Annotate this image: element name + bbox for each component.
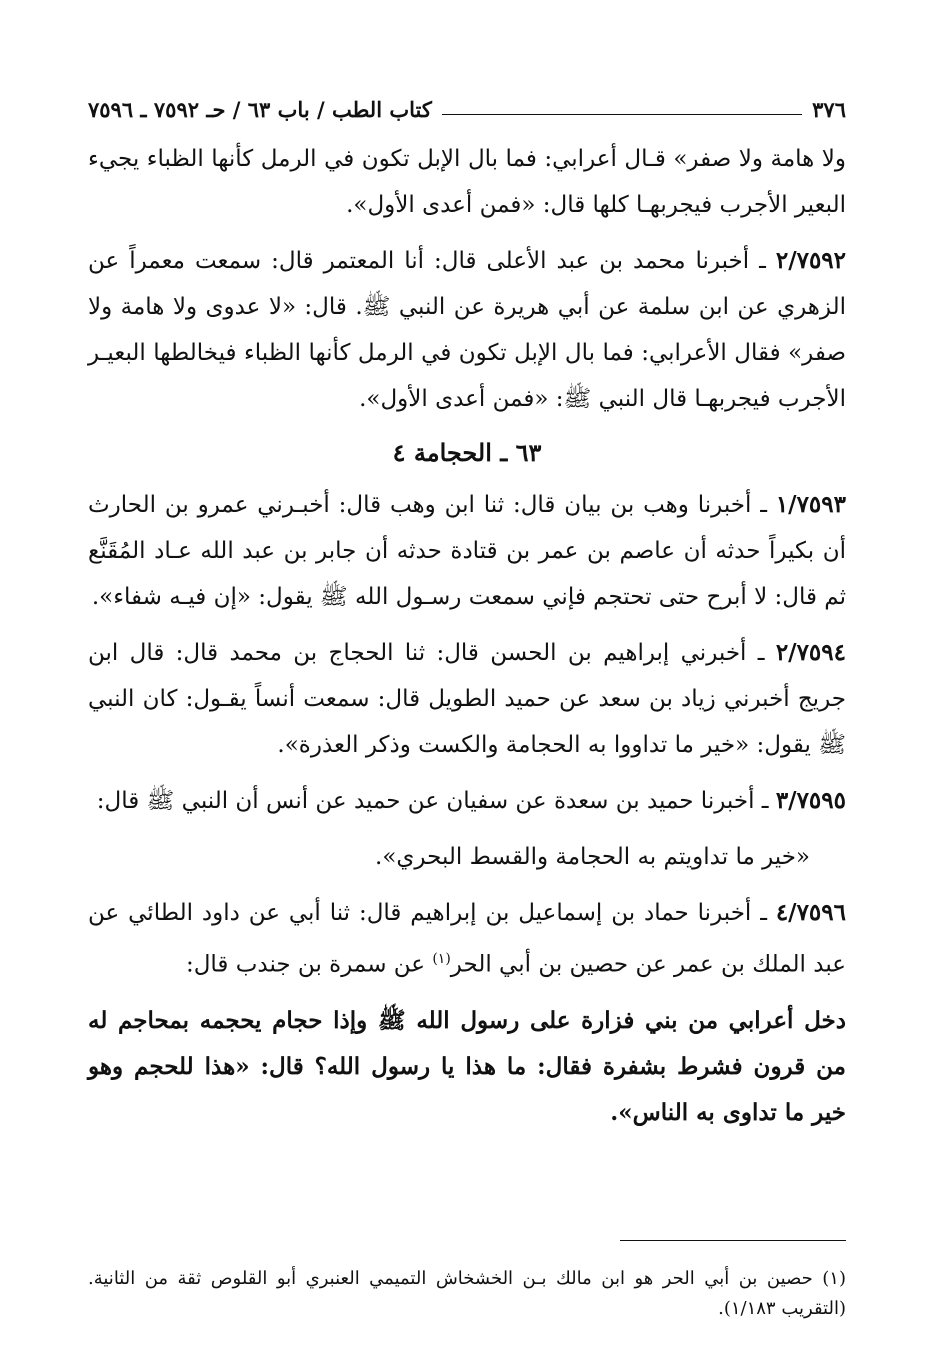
hadith-7595-quote: «خير ما تداويتم به الحجامة والقسط البحري». [375,844,810,870]
header-rule [442,114,802,115]
hadith-text: ـ أخبرني إبراهيم بن الحسن قال: ثنا الحجاج بن محمد قال: قال ابن جريج أخبرني زياد بن سعد عن حميد الطويل قال: سمعت أنساً يقـول: كان النبي ﷺ يقول: «خير ما تداووا به الحجامة والكست وذكر العذرة». [88,640,846,758]
hadith-number: ١/٧٥٩٣ [775,491,846,518]
footnote-divider [620,1240,846,1241]
running-title: كتاب الطب / باب ٦٣ / حـ ٧٥٩٢ ـ ٧٥٩٦ [88,97,432,122]
hadith-7593 [88,482,846,620]
hadith-text: ـ أخبرنا وهب بن بيان قال: ثنا ابن وهب قال: أخبـرني عمرو بن الحارث أن بكيراً حدثه أن عاصم بن عمر بن قتادة حدثه أن جابر بن عبد الله عـاد المُقَنَّع ثم قال: لا أبرح حتى تحتجم فإني سمعت رسـول الله ﷺ يقول: «إن فيـه شفاء». [88,492,846,610]
hadith-7595 [88,778,846,824]
chapter-heading: ٦٣ ـ الحجامة ٤ [392,438,542,467]
page-number: ٣٧٦ [812,97,846,122]
hadith-text: ـ أخبرنا حماد بن إسماعيل بن إبراهيم قال: ثنا أبي عن داود الطائي عن عبد الملك بن عمر عن حصين بن أبي الحر [88,900,846,978]
hadith-number: ٣/٧٥٩٥ [775,787,846,814]
hadith-7594 [88,630,846,768]
footnote: (١) حصين بن أبي الحر هو ابن مالك بـن الخشخاش التميمي العنبري أبو القلوص ثقة من الثانية. (التقريب ١/١٨٣). [88,1268,846,1319]
hadith-7596-matn: دخل أعرابي من بني فزارة على رسول الله ﷺ وإذا حجام يحجمه بمحاجم له من قرون فشرط بشفرة فقال: ما هذا يا رسول الله؟ قال: «هذا للحجم وهو خير ما تداوى به الناس». [88,1006,846,1126]
footnote-ref[interactable]: (١) [432,951,451,967]
page-header [88,88,846,122]
hadith-7592 [88,238,846,422]
hadith-text-end: عن سمرة بن جندب قال: [185,951,433,978]
hadith-number: ٢/٧٥٩٢ [775,247,847,274]
paragraph-continuation: ولا هامة ولا صفر» قـال أعرابي: فما بال الإبل تكون في الرمل كأنها الظباء يجيء البعير الأجرب فيجربهـا كلها قال: «فمن أعدى الأول». [88,146,846,218]
hadith-number: ٢/٧٥٩٤ [775,639,846,666]
hadith-7596 [88,890,846,988]
hadith-number: ٤/٧٥٩٦ [775,899,846,926]
hadith-text: ـ أخبرنا حميد بن سعدة عن سفيان عن حميد عن أنس أن النبي ﷺ قال: [96,788,776,814]
page-body [88,136,846,1146]
hadith-text: ـ أخبرنا محمد بن عبد الأعلى قال: أنا المعتمر قال: سمعت معمراً عن الزهري عن ابن سلمة عن أبي هريرة عن النبي ﷺ. قال: «لا عدوى ولا هامة ولا صفر» فقال الأعرابي: فما بال الإبل تكون في الرمل كأنها الظباء فيخالطها البعيـر الأجرب فيجربهـا قال النبي ﷺ: «فمن أعدى الأول». [88,248,846,412]
